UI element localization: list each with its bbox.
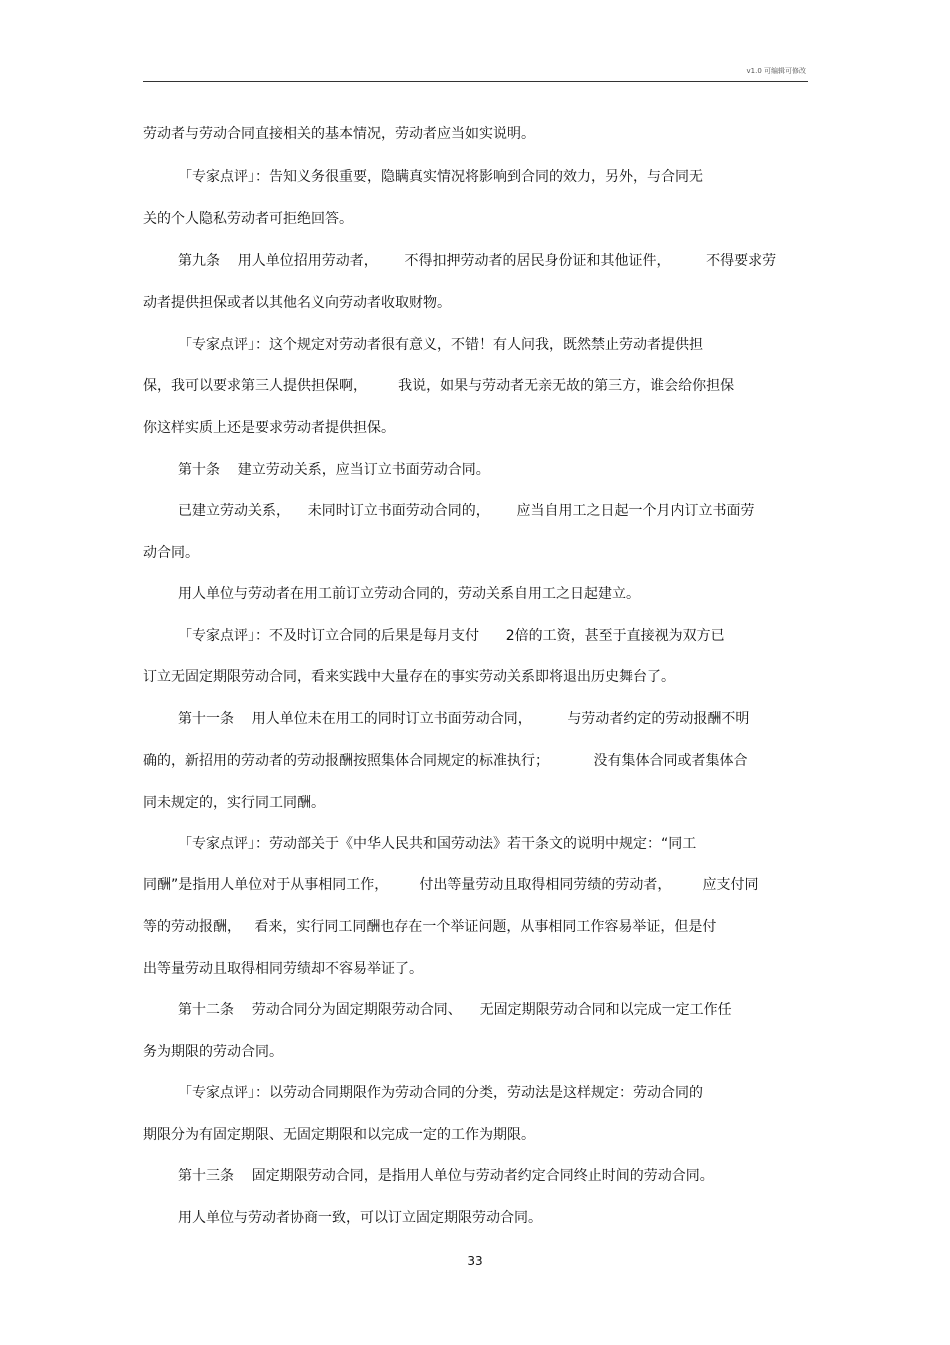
body-line: 订立无固定期限劳动合同，看来实践中大量存在的事实劳动关系即将退出历史舞台了。 — [143, 669, 675, 685]
body-line: 已建立劳动关系， 未同时订立书面劳动合同的， 应当自用工之日起一个月内订立书面劳 — [178, 503, 755, 519]
body-line: 务为期限的劳动合同。 — [143, 1044, 283, 1060]
body-line: 同酬”是指用人单位对于从事相同工作， 付出等量劳动且取得相同劳绩的劳动者， 应支付同 — [143, 877, 759, 893]
body-line: 「专家点评」：以劳动合同期限作为劳动合同的分类，劳动法是这样规定：劳动合同的 — [178, 1085, 703, 1101]
body-line: 保，我可以要求第三人提供担保啊， 我说，如果与劳动者无亲无故的第三方，谁会给你担保 — [143, 378, 735, 394]
body-line: 你这样实质上还是要求劳动者提供担保。 — [143, 420, 395, 436]
body-line: 等的劳动报酬， 看来，实行同工同酬也存在一个举证问题，从事相同工作容易举证，但是付 — [143, 919, 717, 935]
body-line: 动合同。 — [143, 545, 199, 561]
body-line: 用人单位与劳动者在用工前订立劳动合同的，劳动关系自用工之日起建立。 — [178, 586, 640, 602]
body-line: 「专家点评」：告知义务很重要，隐瞒真实情况将影响到合同的效力，另外，与合同无 — [178, 169, 703, 185]
body-line: 同未规定的，实行同工同酬。 — [143, 795, 325, 811]
body-line: 第九条 用人单位招用劳动者， 不得扣押劳动者的居民身份证和其他证件， 不得要求劳 — [178, 253, 777, 269]
header-rule — [143, 81, 808, 82]
body-line: 确的，新招用的劳动者的劳动报酬按照集体合同规定的标准执行； 没有集体合同或者集体合 — [143, 753, 748, 769]
body-line: 「专家点评」：这个规定对劳动者很有意义，不错！有人问我，既然禁止劳动者提供担 — [178, 337, 703, 353]
page-number: 33 — [467, 1254, 483, 1268]
body-line: 劳动者与劳动合同直接相关的基本情况，劳动者应当如实说明。 — [143, 126, 535, 142]
body-line: 「专家点评」：不及时订立合同的后果是每月支付 2倍的工资，甚至于直接视为双方已 — [178, 628, 725, 644]
body-line: 「专家点评」：劳动部关于《中华人民共和国劳动法》若干条文的说明中规定：“同工 — [178, 836, 697, 852]
body-line: 用人单位与劳动者协商一致，可以订立固定期限劳动合同。 — [178, 1210, 542, 1226]
body-line: 出等量劳动且取得相同劳绩却不容易举证了。 — [143, 961, 423, 977]
body-line: 期限分为有固定期限、无固定期限和以完成一定的工作为期限。 — [143, 1127, 535, 1143]
body-line: 第十二条 劳动合同分为固定期限劳动合同、 无固定期限劳动合同和以完成一定工作任 — [178, 1002, 732, 1018]
header-version-note: v1.0 可编辑可修改 — [746, 67, 806, 75]
body-line: 第十条 建立劳动关系，应当订立书面劳动合同。 — [178, 462, 490, 478]
body-line: 动者提供担保或者以其他名义向劳动者收取财物。 — [143, 295, 451, 311]
body-line: 关的个人隐私劳动者可拒绝回答。 — [143, 211, 353, 227]
body-line: 第十三条 固定期限劳动合同，是指用人单位与劳动者约定合同终止时间的劳动合同。 — [178, 1168, 714, 1184]
body-line: 第十一条 用人单位未在用工的同时订立书面劳动合同， 与劳动者约定的劳动报酬不明 — [178, 711, 750, 727]
